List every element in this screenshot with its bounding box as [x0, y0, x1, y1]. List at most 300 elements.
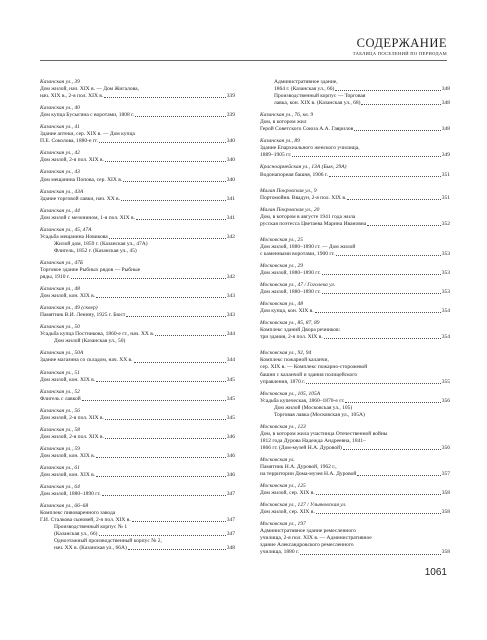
dot-leader: [292, 152, 440, 157]
entry-text: Казанская ул., 50: [40, 324, 80, 331]
dot-leader: [126, 312, 225, 317]
entry-page-number: 340: [226, 138, 235, 145]
dot-leader: [335, 86, 440, 91]
toc-entry: [260, 164, 450, 178]
entry-text: Дом жилой (Казанская ул., 50): [54, 338, 126, 345]
entry-page-number: 347: [226, 491, 235, 498]
entry-text: Торговая лавка (Московская ул., 105А): [274, 411, 365, 418]
dot-leader: [105, 157, 226, 162]
entry-text: П.Е. Соколова, 1880-е гг.: [40, 138, 99, 145]
header-divider: [40, 60, 447, 61]
entry-text: Дом жилой, сер. XIX в.: [260, 509, 315, 516]
entry-line: [260, 93, 450, 100]
entry-text: Памятник Н.А. Дуровой, 1962 г.,: [260, 464, 337, 471]
entry-text: Малая Покровская ул., 20: [260, 206, 320, 213]
toc-entry: [40, 124, 235, 145]
entry-line: [260, 398, 450, 405]
entry-line: [260, 464, 450, 471]
entry-line: [260, 372, 450, 379]
entry-line: [260, 270, 450, 277]
entry-address: [260, 350, 450, 357]
dot-leader: [96, 453, 226, 458]
entry-text: Комплекс пивоваренного завода: [40, 510, 116, 517]
entry-line: [40, 510, 235, 517]
entry-address: [260, 391, 450, 398]
entry-text: Здание магазина со складом, нач. XX в.: [40, 357, 133, 364]
entry-line: [40, 312, 235, 319]
dot-leader: [361, 100, 440, 105]
entry-text: Одноэтажный производственный корпус № 2,: [54, 538, 162, 545]
entry-text: Дом жилой, сер. XIX в.: [260, 490, 315, 497]
entry-line: [40, 241, 235, 248]
entry-address: [260, 138, 450, 145]
entry-line: [260, 364, 450, 371]
entry-page-number: 343: [226, 293, 235, 300]
toc-entry: [40, 227, 235, 255]
entry-line: [40, 293, 235, 300]
entry-text: Казанская ул., 56: [40, 407, 80, 414]
entry-address: [40, 79, 235, 86]
entry-text: Дом жилой, 2-я пол. XIX в.: [40, 157, 104, 164]
entry-address: [260, 282, 450, 289]
entry-line: [40, 234, 235, 241]
dot-leader: [324, 334, 441, 339]
entry-line: [40, 131, 235, 138]
entry-text: Московская ул., 123: [260, 423, 306, 430]
dot-leader: [367, 221, 441, 226]
toc-entry: [40, 189, 235, 203]
entry-text: Водонапорная башня, 1906 г.: [260, 171, 328, 178]
dot-leader: [322, 270, 441, 275]
entry-text: Дом, в котором в августе 1941 года жила: [260, 213, 356, 220]
dot-leader: [121, 196, 226, 201]
entry-page-number: 346: [226, 452, 235, 459]
dot-leader: [105, 434, 226, 439]
entry-text: Производственный корпус — Торговая: [274, 93, 366, 100]
entry-text: Московская ул., 25: [260, 236, 303, 243]
entry-text: башни с каланчой и здания полицейского: [260, 371, 358, 378]
entry-address: [40, 305, 235, 312]
entry-text: Дом жилой, 1880–1890 гг.: [40, 491, 101, 498]
entry-address: [260, 188, 450, 195]
entry-text: Московская ул., 125: [260, 483, 306, 490]
entry-text: Казанская ул., 50А: [40, 350, 84, 357]
entry-line: [260, 244, 450, 251]
entry-address: [40, 227, 235, 234]
entry-text: Казанская ул., 44: [40, 207, 80, 214]
entry-line: [260, 172, 450, 179]
entry-line: [40, 453, 235, 460]
entry-page-number: 351: [441, 194, 450, 201]
entry-text: Казанская ул., 61: [40, 464, 80, 471]
entry-line: [260, 126, 450, 133]
entry-text: Дом жилой, кон. XIX в.: [40, 293, 96, 300]
entry-text: Казанская ул., 45, 47А: [40, 226, 92, 233]
entry-text: Дом жилой (Московская ул., 105): [274, 404, 353, 411]
entry-line: [260, 542, 450, 549]
entry-page-number: 340: [226, 157, 235, 164]
toc-entry: [40, 324, 235, 345]
dot-leader: [155, 331, 226, 336]
entry-text: Казанская ул., 42: [40, 150, 80, 157]
entry-text: Казанская ул., 49 (сквер): [40, 305, 98, 312]
toc-entry: [260, 320, 450, 341]
dot-leader: [357, 471, 440, 476]
entry-text: 1866 гг. (Дом-музей Н.А. Дуровой): [260, 444, 342, 451]
entry-line: [260, 119, 450, 126]
entry-page-number: 344: [226, 357, 235, 364]
entry-text: ряды, 1910 г.: [40, 274, 70, 281]
toc-entry: [260, 112, 450, 133]
entry-text: русская поэтесса Цветаева Марина Ивановна: [260, 220, 367, 227]
toc-entry: [40, 305, 235, 319]
entry-line: [260, 405, 450, 412]
entry-text: нач. XX в. (Казанская ул., 66А): [54, 545, 127, 552]
entry-line: [40, 396, 235, 403]
entry-address: [40, 503, 235, 510]
entry-line: [260, 471, 450, 478]
entry-text: Казанская ул., 48: [40, 286, 80, 293]
entry-page-number: 343: [226, 312, 235, 319]
toc-entry: [40, 427, 235, 441]
toc-entry: [260, 521, 450, 556]
entry-line: [260, 379, 450, 386]
toc-entry: [40, 465, 235, 479]
entry-line: [260, 86, 450, 93]
entry-text: Здание торговой лавки, нач. XX в.: [40, 195, 121, 202]
entry-address: [260, 207, 450, 214]
dot-leader: [128, 545, 226, 550]
entry-line: [260, 509, 450, 516]
entry-line: [40, 538, 235, 545]
entry-line: [260, 221, 450, 228]
entry-text: Дом, в котором жила участница Отечественной войны: [260, 430, 388, 437]
toc-entry: [260, 483, 450, 497]
entry-text: Административное здание ремесленного: [260, 528, 356, 535]
entry-page-number: 357: [441, 471, 450, 478]
dot-leader: [315, 308, 441, 313]
entry-text: здание Александровского ремесленного: [260, 542, 354, 549]
entry-text: Усадьба купеческая, 1860–1870-е гг.: [260, 397, 345, 404]
entry-text: Московская ул., 92, 94: [260, 350, 312, 357]
entry-line: [40, 491, 235, 498]
toc-entry: [260, 350, 450, 385]
entry-text: Дом, в котором жил: [260, 119, 307, 126]
dot-leader: [316, 509, 441, 514]
entry-line: [40, 338, 235, 345]
entry-line: [260, 412, 450, 419]
entry-address: [40, 370, 235, 377]
entry-text: Здание аптеки, сер. XIX в. — Дом купца: [40, 131, 135, 138]
entry-page-number: 358: [441, 549, 450, 556]
toc-entry: [260, 79, 450, 107]
toc-entry: [260, 263, 450, 277]
entry-page-number: 346: [226, 433, 235, 440]
entry-address: [40, 427, 235, 434]
entry-text: Усадьба мещанина Новикова: [40, 233, 108, 240]
entry-line: [260, 357, 450, 364]
entry-address: [40, 408, 235, 415]
entry-text: Усадьба купца Постникова, 1860-е гг., нач. XX в.: [40, 331, 155, 338]
page-number: 1061: [424, 567, 447, 578]
entry-line: [260, 308, 450, 315]
entry-address: [260, 112, 450, 119]
entry-line: [260, 490, 450, 497]
entry-text: Портомойня. Ввадун, 2-я пол. XIX в.: [260, 194, 347, 201]
entry-text: три здания, 2-я пол. XIX в.: [260, 334, 323, 341]
dot-leader: [345, 398, 440, 403]
entry-text: Дом жилой, 2-я пол. XIX в.: [40, 414, 104, 421]
dot-leader: [300, 549, 441, 554]
toc-entry: [260, 457, 450, 478]
entry-line: [260, 445, 450, 452]
entry-page-number: 340: [226, 176, 235, 183]
entry-page-number: 339: [226, 112, 235, 119]
entry-page-number: 353: [441, 250, 450, 257]
entry-line: [260, 145, 450, 152]
entry-address: [260, 263, 450, 270]
entry-text: Казанская ул., 64: [40, 484, 80, 491]
toc-entry: [260, 502, 450, 516]
entry-address: [260, 483, 450, 490]
entry-text: Казанская ул., 58: [40, 426, 80, 433]
entry-line: [40, 274, 235, 281]
entry-address: [260, 237, 450, 244]
entry-text: Здание Епархиального женского училища,: [260, 145, 360, 152]
toc-entry: [260, 237, 450, 258]
entry-line: [260, 549, 450, 556]
entry-text: сер. XIX в. — Комплекс пожарно-сторожевой: [260, 364, 368, 371]
entry-text: Московская ул., 105, 105А: [260, 390, 321, 397]
dot-leader: [135, 112, 226, 117]
entry-page-number: 353: [441, 269, 450, 276]
toc-column-right: [260, 79, 450, 562]
entry-text: Казанская ул., 47Б: [40, 259, 84, 266]
entry-text: Административное здание,: [274, 79, 338, 85]
entry-line: [40, 531, 235, 538]
toc-entry: [260, 138, 450, 159]
entry-address: [40, 260, 235, 267]
entry-page-number: 358: [441, 490, 450, 497]
entry-text: 1812 года Дурова Надежда Андреевна, 1841–: [260, 437, 366, 444]
dot-leader: [347, 195, 440, 200]
entry-page-number: 348: [441, 100, 450, 107]
entry-line: [260, 214, 450, 221]
entry-text: Дом купца Бусыгина с воротами, 1808 г.: [40, 112, 135, 119]
entry-line: [260, 431, 450, 438]
dot-leader: [96, 472, 226, 477]
entry-line: [40, 248, 235, 255]
entry-text: Производственный корпус № 1: [54, 524, 128, 531]
entry-text: Московская ул., 127 / Ульяновская ул.: [260, 502, 347, 509]
entry-line: [40, 93, 235, 100]
dot-leader: [109, 234, 226, 239]
entry-page-number: 356: [441, 444, 450, 451]
entry-page-number: 356: [441, 397, 450, 404]
entry-text: Московская ул., 85, 87, 89: [260, 320, 320, 327]
dot-leader: [354, 126, 441, 131]
entry-line: [260, 100, 450, 107]
entry-text: Дом жилой, кон. XIX в.: [40, 472, 96, 479]
dot-leader: [123, 177, 226, 182]
toc-entry: [40, 484, 235, 498]
entry-line: [40, 157, 235, 164]
entry-text: Малая Покровская ул., 9: [260, 187, 317, 194]
entry-text: Московская ул., 197: [260, 521, 306, 528]
entry-text: Казанская ул., 59: [40, 445, 80, 452]
entry-text: Дом купца, кон. XIX в.: [260, 308, 314, 315]
entry-text: Комплекс зданий Двора речников:: [260, 327, 341, 334]
toc-entry: [260, 301, 450, 315]
entry-line: [40, 196, 235, 203]
entry-text: Казанская ул., 41: [40, 124, 80, 131]
entry-text: Дом мещанина Попова, сер. XIX в.: [40, 176, 123, 183]
entry-page-number: 339: [226, 93, 235, 100]
entry-page-number: 345: [226, 395, 235, 402]
entry-page-number: 354: [441, 308, 450, 315]
dot-leader: [134, 357, 226, 362]
dot-leader: [96, 377, 226, 382]
entry-text: Казанская ул., 43А: [40, 188, 84, 195]
entry-line: [260, 334, 450, 341]
entry-address: [40, 446, 235, 453]
entry-address: [260, 521, 450, 528]
entry-text: Красноармейская ул., 13А (Бык, 29А): [260, 164, 347, 171]
entry-text: Дом жилой, 1880–1890 гг.: [260, 269, 321, 276]
entry-page-number: 342: [226, 274, 235, 281]
entry-page-number: 347: [226, 517, 235, 524]
entry-page-number: 344: [226, 331, 235, 338]
entry-text: лавка, кон. XIX в. (Казанская ул., 68): [274, 100, 361, 107]
entry-page-number: 351: [441, 171, 450, 178]
entry-line: [40, 434, 235, 441]
dot-leader: [104, 93, 225, 98]
entry-text: Дом жилой с мезонином, 1-я пол. XIX в.: [40, 214, 135, 221]
entry-address: [40, 350, 235, 357]
page-header: [40, 36, 447, 66]
entry-address: [260, 424, 450, 431]
entry-address: [40, 324, 235, 331]
entry-line: [260, 251, 450, 258]
dot-leader: [99, 531, 226, 536]
entry-address: [260, 502, 450, 509]
entry-text: училища, 1880 г.: [260, 549, 299, 556]
entry-text: Московская ул., 29: [260, 262, 303, 269]
toc-column-left: [40, 79, 235, 557]
entry-page-number: 348: [441, 86, 450, 93]
dot-leader: [329, 172, 441, 177]
entry-text: Жилой дом, 1859 г. (Казанская ул., 47А): [54, 240, 148, 247]
entry-address: [40, 286, 235, 293]
entry-text: Памятник В.И. Ленину, 1925 г. Бюст: [40, 312, 126, 319]
entry-line: [40, 415, 235, 422]
entry-text: Московская ул., 47 / Гоголева ул.: [260, 282, 336, 289]
entry-text: училища, 2-я пол. XIX в. — Административное: [260, 535, 372, 542]
entry-line: [40, 215, 235, 222]
entry-line: [260, 528, 450, 535]
dot-leader: [343, 445, 441, 450]
entry-page-number: 348: [441, 126, 450, 133]
entry-text: Казанская ул., 43: [40, 169, 80, 176]
entry-page-number: 341: [226, 195, 235, 202]
entry-line: [260, 152, 450, 159]
dot-leader: [136, 215, 226, 220]
entry-address: [260, 301, 450, 308]
entry-text: Дом жилой, нач. XIX в. — Дом Жигалова,: [40, 86, 139, 93]
dot-leader: [336, 251, 441, 256]
entry-text: с каменными воротами, 1900 гг.: [260, 250, 335, 257]
entry-text: Комплекс пожарной каланчи,: [260, 357, 329, 364]
entry-line: [260, 289, 450, 296]
entry-address: [40, 208, 235, 215]
entry-page-number: 347: [226, 531, 235, 538]
toc-entry: [40, 105, 235, 119]
toc-entry: [40, 169, 235, 183]
entry-address: [40, 389, 235, 396]
toc-entry: [40, 208, 235, 222]
toc-entry: [260, 207, 450, 228]
entry-page-number: 358: [441, 509, 450, 516]
entry-text: Казанская ул., 66–68: [40, 503, 89, 510]
entry-page-number: 349: [441, 152, 450, 159]
entry-address: [260, 320, 450, 327]
entry-page-number: 353: [441, 289, 450, 296]
entry-line: [40, 138, 235, 145]
entry-text: Московская ул., 48: [260, 301, 303, 308]
entry-line: [260, 535, 450, 542]
entry-line: [40, 517, 235, 524]
dot-leader: [71, 274, 226, 279]
entry-text: Дом жилой, 1880–1890 гг.: [260, 289, 321, 296]
entry-line: [40, 357, 235, 364]
entry-page-number: 342: [226, 233, 235, 240]
dot-leader: [132, 517, 226, 522]
toc-entry: [40, 260, 235, 281]
entry-text: Казанская ул., 40: [40, 105, 80, 112]
dot-leader: [306, 379, 441, 384]
dot-leader: [316, 490, 441, 495]
toc-entry: [40, 446, 235, 460]
entry-line: [40, 331, 235, 338]
entry-text: Флигель с лавкой: [40, 395, 81, 402]
entry-text: Казанская ул., 89: [260, 138, 300, 145]
entry-line: [40, 524, 235, 531]
dot-leader: [322, 289, 441, 294]
entry-address: [40, 169, 235, 176]
dot-leader: [99, 138, 226, 143]
entry-address: [40, 484, 235, 491]
toc-entry: [260, 391, 450, 419]
entry-text: Дом жилой, кон. XIX в.: [40, 452, 96, 459]
entry-address: [260, 164, 450, 171]
entry-page-number: 354: [441, 334, 450, 341]
entry-text: Казанская ул., 76, кв. 9: [260, 112, 314, 119]
dot-leader: [102, 491, 226, 496]
entry-text: Казанская ул., 52: [40, 388, 80, 395]
section-title: СОДЕРЖАНИЕ: [356, 36, 447, 50]
entry-text: управления, 1870 г.: [260, 378, 306, 385]
entry-line: [260, 438, 450, 445]
entry-line: [40, 267, 235, 274]
entry-address: [40, 105, 235, 112]
entry-page-number: 346: [226, 472, 235, 479]
entry-text: Торговое здание Рыбных рядов — Рыбные: [40, 266, 141, 273]
entry-text: Казанская ул., 51: [40, 369, 80, 376]
entry-text: Казанская ул., 39: [40, 79, 80, 85]
entry-text: Дом жилой, 2-я пол. XIX в.: [40, 433, 104, 440]
entry-page-number: 341: [226, 214, 235, 221]
entry-address: [40, 189, 235, 196]
